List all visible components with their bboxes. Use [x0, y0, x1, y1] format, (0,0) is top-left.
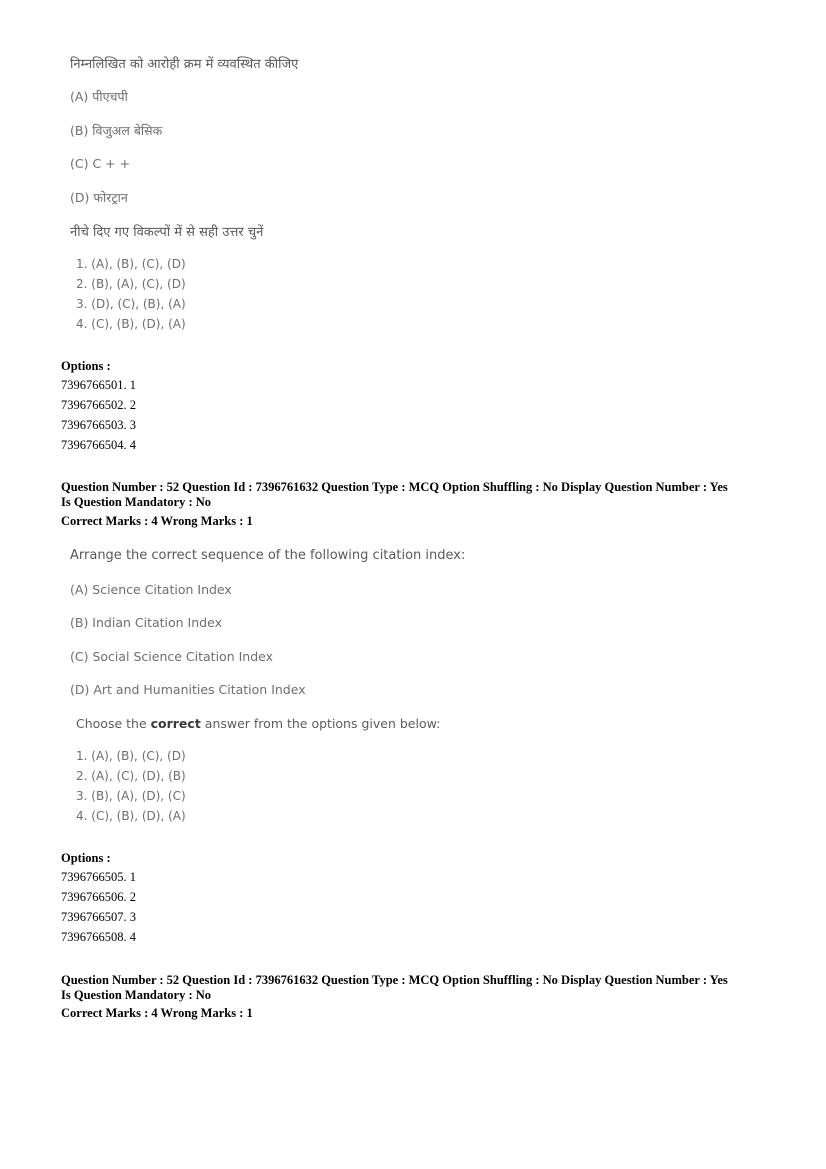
hindi-item-a: (A) पीएचपी [70, 89, 128, 104]
option-id-6: 7396766506. 2 [61, 890, 136, 904]
english-answer-1: 1. (A), (B), (C), (D) [76, 749, 186, 763]
options-label-1: Options : [61, 359, 111, 373]
english-item-a: (A) Science Citation Index [70, 582, 232, 597]
hindi-answer-4: 4. (C), (B), (D), (A) [76, 317, 186, 331]
option-id-8: 7396766508. 4 [61, 930, 136, 944]
english-item-b: (B) Indian Citation Index [70, 615, 222, 630]
english-question-stem: Arrange the correct sequence of the following citation index: [70, 548, 466, 563]
english-answer-3: 3. (B), (A), (D), (C) [76, 789, 186, 803]
hindi-item-d: (D) फोरट्रान [70, 190, 128, 205]
question-header-line-1b: Question Number : 52 Question Id : 7396761632 Question Type : MCQ Option Shuffling : No Display Question Number : Yes [61, 973, 728, 987]
option-id-5: 7396766505. 1 [61, 870, 136, 884]
english-instruction-start: Choose the [76, 716, 151, 731]
option-id-3: 7396766503. 3 [61, 418, 136, 432]
hindi-answer-3: 3. (D), (C), (B), (A) [76, 297, 186, 311]
question-header-line-2b: Is Question Mandatory : No [61, 988, 212, 1002]
hindi-item-b: (B) विजुअल बेसिक [70, 123, 163, 138]
option-id-2: 7396766502. 2 [61, 398, 136, 412]
hindi-answer-2: 2. (B), (A), (C), (D) [76, 277, 186, 291]
question-marks-line-b: Correct Marks : 4 Wrong Marks : 1 [61, 1006, 253, 1020]
options-label-2: Options : [61, 851, 111, 865]
english-item-d: (D) Art and Humanities Citation Index [70, 682, 306, 697]
question-marks-line: Correct Marks : 4 Wrong Marks : 1 [61, 514, 253, 528]
english-answer-2: 2. (A), (C), (D), (B) [76, 769, 186, 783]
hindi-answer-1: 1. (A), (B), (C), (D) [76, 257, 186, 271]
hindi-item-c: (C) C + + [70, 156, 131, 171]
english-question-image [70, 0, 770, 840]
english-item-c: (C) Social Science Citation Index [70, 649, 274, 664]
english-instruction-end: answer from the options given below: [200, 716, 441, 731]
question-header-line-2: Is Question Mandatory : No [61, 495, 212, 509]
english-instruction [76, 716, 440, 731]
hindi-instruction: नीचे दिए गए विकल्पों में से सही उत्तर चुनें [70, 225, 264, 240]
english-instruction-emphasis: correct [150, 716, 201, 731]
question-header-line-1: Question Number : 52 Question Id : 7396761632 Question Type : MCQ Option Shuffling : No Display Question Number : Yes [61, 480, 728, 494]
english-answer-4: 4. (C), (B), (D), (A) [76, 809, 186, 823]
option-id-7: 7396766507. 3 [61, 910, 136, 924]
option-id-4: 7396766504. 4 [61, 438, 136, 452]
option-id-1: 7396766501. 1 [61, 378, 136, 392]
hindi-question-stem: निम्नलिखित को आरोही क्रम में व्यवस्थित कीजिए [70, 57, 299, 72]
